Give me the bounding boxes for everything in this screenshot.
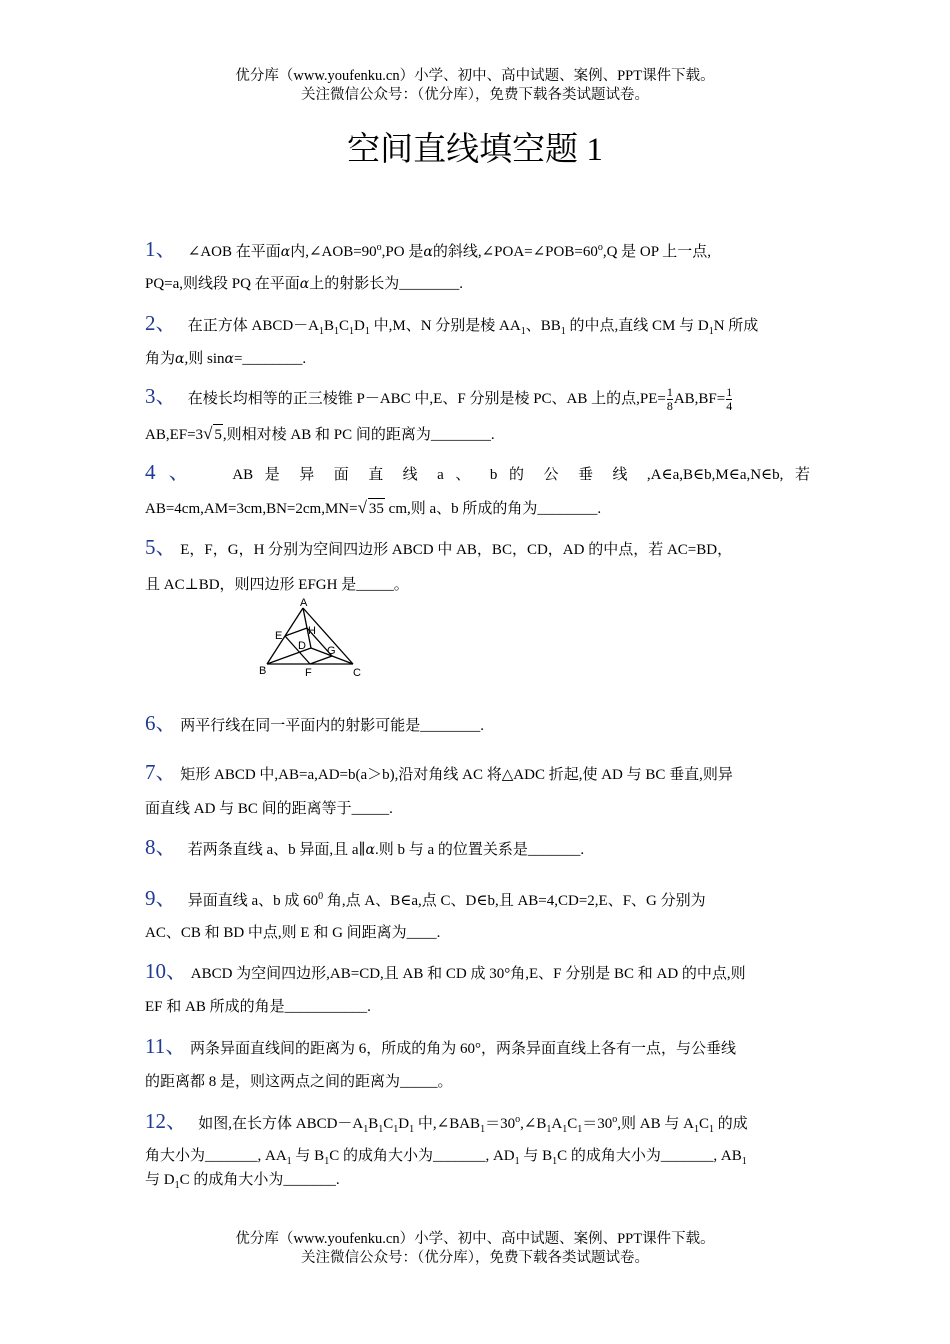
fraction: $\frac{1}{8}$ bbox=[666, 385, 673, 414]
question-text: 在棱长均相等的正三棱锥 P－ABC 中,E、F 分别是棱 PC、AB 上的点,PE= $\frac{1}{8}$ AB,BF= $\frac{1}{4}$ bbox=[180, 385, 733, 414]
question-number: 8、 bbox=[145, 835, 177, 859]
header-line-1: 优分库（www.youfenku.cn）小学、初中、高中试题、案例、PPT课件下载。 bbox=[235, 68, 715, 84]
question-text: 异面直线 a、b 成 $60^0$ 角,点 A、B∈a,点 C、D∈b,且 AB=4,CD=2,E、F、G 分别为 bbox=[180, 891, 706, 909]
footer-line-2: 关注微信公众号：（优分库），免费下载各类试题试卷。 bbox=[301, 1250, 649, 1266]
figure-label: C bbox=[353, 667, 361, 679]
tetrahedron-figure bbox=[255, 596, 370, 682]
question-number: 9、 bbox=[145, 886, 177, 910]
figure-label: F bbox=[305, 667, 312, 679]
header-line-2: 关注微信公众号：（优分库），免费下载各类试题试卷。 bbox=[301, 87, 649, 103]
question-number: 3、 bbox=[145, 384, 177, 408]
question-text: 面直线 AD 与 BC 间的距离等于_____. bbox=[145, 801, 393, 817]
question-text: 矩形 ABCD 中,AB=a,AD=b(a＞b),沿对角线 AC 将△ADC 折起,使 AD 与 BC 垂直,则异 bbox=[180, 767, 733, 783]
question-text: 角大小为_______, $AA_1$ 与 $B_1C$ 的成角大小为_______, $AD_1$ 与 $B_1C$ 的成角大小为_______, $AB_1$ bbox=[145, 1148, 747, 1167]
segment-gf bbox=[310, 656, 332, 664]
question-number: 5、 bbox=[145, 535, 177, 559]
question-text: 如图,在长方体 $ABCD-A_1B_1C_1D_1$ 中$,\angle BAB_1=30^o,\angle B_1A_1C_1=30^o$,则 AB 与 $A_1C_1$ 的成 bbox=[190, 1114, 748, 1135]
figure-label: D bbox=[298, 640, 306, 652]
fraction: $\frac{1}{4}$ bbox=[726, 385, 733, 414]
question-text: 角为α,则 sinα=________. bbox=[145, 351, 307, 367]
question-number: 7、 bbox=[145, 760, 177, 784]
question-number: 12、 bbox=[145, 1109, 187, 1133]
figure-label: A bbox=[300, 597, 308, 609]
page-title: 空间直线填空题 1 bbox=[347, 132, 603, 168]
question-text: 与 $D_1C$ 的成角大小为_______. bbox=[145, 1172, 340, 1191]
question-text: 在正方体 $ABCD-A_1B_1C_1D_1$ 中,M、N 分别是棱 $AA_1$、$BB_1$ 的中点,直线 CM 与 $D_1N$ 所成 bbox=[180, 318, 759, 337]
question-text: 若两条直线 a、b 异面,且 a∥α.则 b 与 a 的位置关系是_______. bbox=[180, 842, 585, 858]
question-number: 11、 bbox=[145, 1034, 187, 1058]
question-text: AC、CB 和 BD 中点,则 E 和 G 间距离为____. bbox=[145, 925, 441, 941]
question-text: ∠AOB 在平面α内$,\angle AOB=90^o,PO$ 是α的斜线$,\angle POA=\angle POB=60^o,Q$ 是 OP 上一点, bbox=[180, 242, 712, 260]
question-number: 6、 bbox=[145, 711, 177, 735]
footer-line-1: 优分库（www.youfenku.cn）小学、初中、高中试题、案例、PPT课件下载。 bbox=[235, 1231, 715, 1247]
question-text: ABCD 为空间四边形,AB=CD,且 AB 和 CD 成 30°角,E、F 分别是 BC 和 AD 的中点,则 bbox=[190, 966, 746, 982]
figure-label: G bbox=[327, 645, 336, 657]
question-text: E，F，G，H 分别为空间四边形 ABCD 中 AB，BC，CD，AD 的中点，若 AC=BD， bbox=[180, 542, 733, 558]
question-number: 10、 bbox=[145, 959, 187, 983]
question-text: AB,EF=3√ 5,则相对棱 AB 和 PC 间的距离为________. bbox=[145, 424, 495, 443]
question-text: 的距离都 8 是，则这两点之间的距离为_____。 bbox=[145, 1074, 453, 1090]
question-text: 且 AC⊥BD，则四边形 EFGH 是_____。 bbox=[145, 577, 409, 593]
question-text: PQ=a,则线段 PQ 在平面α上的射影长为________. bbox=[145, 276, 463, 292]
figure-label: H bbox=[308, 625, 316, 637]
question-number: 4 、 bbox=[145, 460, 198, 484]
figure-label: B bbox=[259, 665, 267, 677]
question-text: AB 是 异 面 直 线 a 、 b 的 公 垂 线 ,A∈a,B∈b,M∈a,N∈b, 若 bbox=[209, 467, 811, 483]
question-number: 1、 bbox=[145, 237, 177, 261]
figure-label: E bbox=[275, 630, 283, 642]
question-text: 两平行线在同一平面内的射影可能是________. bbox=[180, 718, 485, 734]
question-number: 2、 bbox=[145, 311, 177, 335]
question-text: AB=4cm,AM=3cm,BN=2cm,MN=√ 35 cm,则 a、b 所成的角为________. bbox=[145, 498, 602, 517]
question-text: 两条异面直线间的距离为 6，所成的角为 60°，两条异面直线上各有一点，与公垂线 bbox=[189, 1041, 736, 1057]
question-text: EF 和 AB 所成的角是___________. bbox=[145, 999, 371, 1015]
